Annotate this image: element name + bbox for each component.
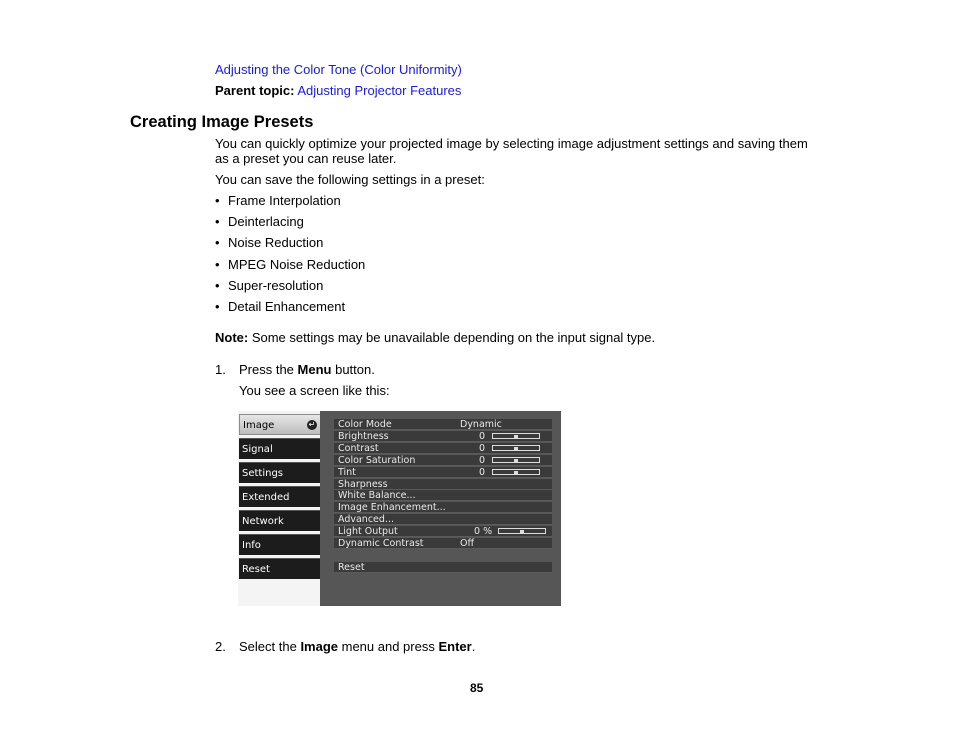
list-item-text: MPEG Noise Reduction: [228, 257, 366, 272]
step-2-pre: Select the: [239, 639, 301, 654]
menu-row: [334, 467, 552, 478]
note-text: Some settings may be unavailable depending on the input signal type.: [248, 330, 656, 345]
menu-settings-panel: [320, 411, 561, 606]
list-item-text: Noise Reduction: [228, 235, 324, 250]
intro-line-1: You can quickly optimize your projected image by selecting image adjustment settings and saving them: [215, 136, 808, 151]
parent-topic-link[interactable]: Adjusting Projector Features: [297, 83, 462, 98]
menu-tab-column: [238, 411, 320, 606]
menu-row-label: Dynamic Contrast: [338, 538, 424, 549]
step-2-bold-enter: Enter: [438, 639, 472, 654]
list-item-text: Deinterlacing: [228, 214, 304, 229]
menu-row: [334, 431, 552, 442]
note: [215, 330, 655, 345]
level-bar-knob: [514, 471, 518, 474]
level-bar-knob: [514, 447, 518, 450]
step-2-bold-image: Image: [300, 639, 339, 654]
menu-tab-label: Image: [243, 420, 275, 431]
level-bar-knob: [514, 435, 518, 438]
menu-row-label: Tint: [338, 466, 356, 478]
note-label: Note:: [215, 330, 249, 345]
step-2-post: .: [471, 639, 476, 654]
menu-reset-row: Reset: [334, 562, 552, 573]
menu-row-label: Color Saturation: [338, 454, 416, 466]
step-1-bold: Menu: [297, 362, 332, 377]
menu-row-value: Dynamic: [460, 419, 502, 430]
menu-row-value: Off: [460, 538, 475, 549]
menu-row-label: Brightness: [338, 430, 389, 442]
list-item-text: Super-resolution: [228, 278, 324, 293]
menu-row-label: White Balance...: [338, 490, 416, 502]
parent-topic-label: Parent topic:: [215, 83, 295, 98]
menu-row-label: Advanced...: [338, 514, 394, 526]
menu-row: [334, 502, 552, 513]
list-item-text: Frame Interpolation: [228, 193, 341, 208]
bullet-glyph: •: [215, 257, 220, 272]
menu-tab-extended: Extended: [239, 486, 323, 507]
color-tone-link[interactable]: Adjusting the Color Tone (Color Uniformity): [215, 62, 462, 77]
bullet-glyph: •: [215, 299, 220, 314]
menu-tab-image: [239, 414, 323, 435]
step-1-post: button.: [331, 362, 375, 377]
bullet-glyph: •: [215, 278, 220, 293]
menu-row: [334, 479, 552, 490]
save-intro: You can save the following settings in a preset:: [215, 172, 485, 187]
menu-row-level-bar: [498, 528, 546, 534]
menu-row-level-bar: [492, 469, 540, 475]
menu-tab-info: Info: [239, 534, 323, 555]
level-bar-knob: [514, 459, 518, 462]
step-1-number: 1.: [215, 362, 226, 377]
menu-row: [334, 443, 552, 454]
menu-row-label: Sharpness: [338, 478, 388, 490]
intro-line-2: as a preset you can reuse later.: [215, 151, 397, 166]
menu-row-value: 0 %: [474, 526, 493, 538]
menu-tab-signal: Signal: [239, 438, 323, 459]
step-1-text: [239, 362, 375, 377]
step-2-mid: menu and press: [338, 639, 439, 654]
menu-row-value: 0: [479, 454, 486, 466]
menu-row: [334, 514, 552, 525]
enter-icon: ↵: [308, 420, 316, 429]
menu-tab-reset: Reset: [239, 558, 323, 579]
menu-row-label: Color Mode: [338, 419, 392, 430]
menu-row: [334, 419, 552, 430]
menu-row: [334, 538, 552, 549]
menu-row-label: Light Output: [338, 526, 398, 538]
section-title: Creating Image Presets: [130, 113, 314, 131]
step-2-number: 2.: [215, 639, 226, 654]
menu-row-value: 0: [479, 466, 486, 478]
menu-row-level-bar: [492, 457, 540, 463]
parent-topic-line: [215, 83, 461, 98]
menu-row-label: Image Enhancement...: [338, 502, 446, 514]
level-bar-knob: [520, 530, 524, 533]
menu-tab-settings: Settings: [239, 462, 323, 483]
list-item-text: Detail Enhancement: [228, 299, 346, 314]
page-number: 85: [470, 681, 484, 695]
menu-row-value: 0: [479, 430, 486, 442]
menu-row-label: Contrast: [338, 442, 379, 454]
bullet-glyph: •: [215, 214, 220, 229]
bullet-glyph: •: [215, 235, 220, 250]
projector-menu-screenshot: [238, 411, 561, 606]
step-1-subtext: You see a screen like this:: [239, 383, 390, 398]
menu-row: [334, 526, 552, 537]
menu-row-level-bar: [492, 445, 540, 451]
menu-tab-network: Network: [239, 510, 323, 531]
bullet-glyph: •: [215, 193, 220, 208]
menu-row: [334, 455, 552, 466]
menu-row: [334, 490, 552, 501]
step-1-pre: Press the: [239, 362, 298, 377]
step-2-text: [239, 639, 475, 654]
menu-row-level-bar: [492, 433, 540, 439]
menu-row-value: 0: [479, 442, 486, 454]
